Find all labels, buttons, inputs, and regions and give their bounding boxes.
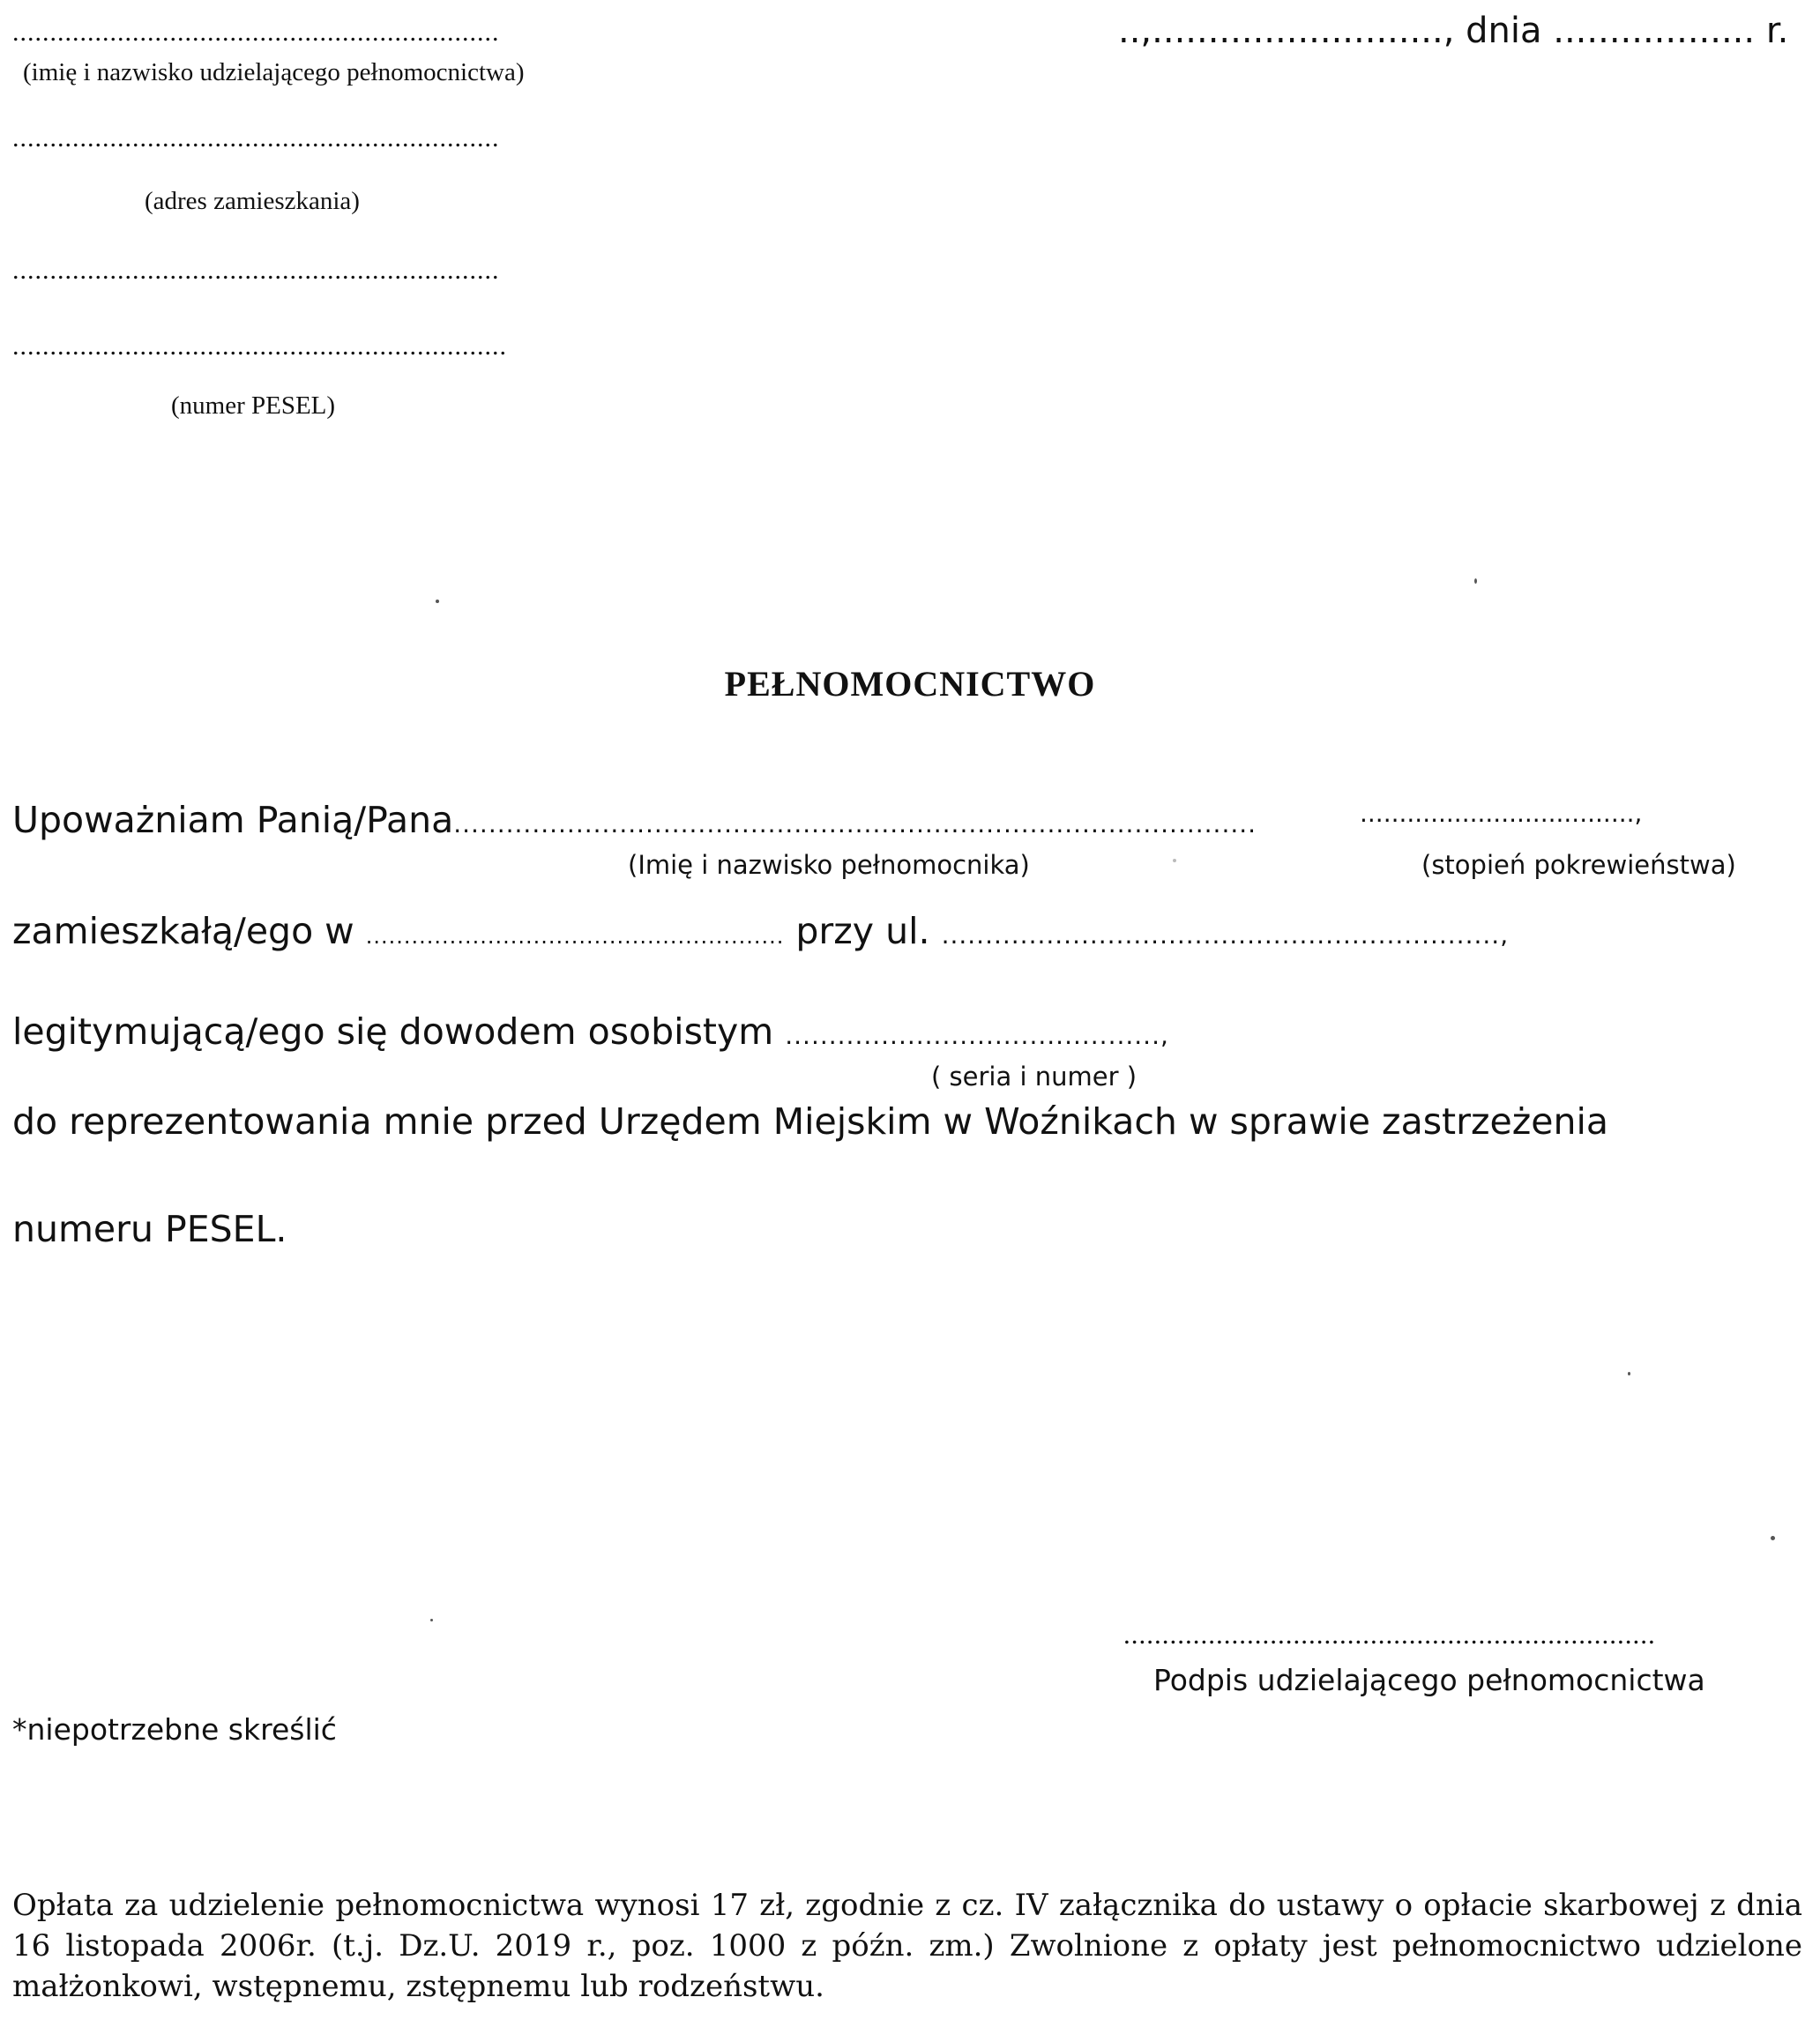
authorize-text: Upoważniam Panią/Pana [12, 799, 454, 841]
grantor-address-field-1[interactable]: ................................................................. [12, 123, 500, 153]
authorization-line [12, 799, 1257, 841]
grantor-pesel-caption: (numer PESEL) [171, 391, 336, 420]
residence-text: zamieszkałą/ego w [12, 910, 354, 952]
place-date-field[interactable]: ..,.........................., dnia .................. r. [1118, 11, 1789, 51]
scan-speck [1474, 578, 1477, 584]
id-document-text: legitymującą/ego się dowodem osobistym [12, 1010, 774, 1053]
scan-speck [1771, 1536, 1775, 1540]
relation-field[interactable]: ..................................., [1360, 799, 1643, 828]
signature-caption: Podpis udzielającego pełnomocnictwa [1153, 1663, 1705, 1697]
relation-caption: (stopień pokrewieństwa) [1421, 850, 1736, 880]
grantor-name-caption: (imię i nazwisko udzielającego pełnomocnictwa) [23, 58, 525, 86]
scan-speck [1173, 859, 1176, 862]
footnote: *niepotrzebne skreślić [12, 1712, 337, 1747]
proxy-name-field[interactable]: ............................................................................................ [453, 809, 1257, 838]
street-field[interactable]: ................................................................, [941, 920, 1510, 950]
scan-speck [1628, 1372, 1630, 1375]
pesel-line: numeru PESEL. [12, 1208, 287, 1250]
residence-city-field[interactable]: ....................................................... [365, 924, 785, 949]
grantor-address-field-2[interactable]: ................................................................. [12, 256, 500, 285]
grantor-name-field[interactable]: ................................................................. [12, 18, 500, 47]
scan-speck [436, 600, 439, 603]
signature-field[interactable]: ..................................................................... [1123, 1619, 1656, 1650]
document-title: PEŁNOMOCNICTWO [724, 664, 1096, 704]
residence-line [12, 910, 1509, 952]
id-number-caption: ( seria i numer ) [931, 1062, 1138, 1092]
proxy-name-caption: (Imię i nazwisko pełnomocnika) [628, 850, 1030, 880]
grantor-address-caption: (adres zamieszkania) [145, 187, 360, 215]
id-document-line [12, 1010, 1169, 1053]
grantor-pesel-field[interactable]: .................................................................. [12, 332, 507, 361]
scan-speck [430, 1619, 433, 1621]
fee-paragraph: Opłata za udzielenie pełnomocnictwa wynosi 17 zł, zgodnie z cz. IV załącznika do ustawy o opłacie skarbowej z dnia 16 listopada 2006r. (t.j. Dz.U. 2019 r., poz. 1000 z późn. zm.) Zwolnione z opłaty jest pełnomocnictwo udzielone małżonkowi, wstępnemu, zstępnemu lub rodzeństwu. [12, 1888, 1802, 2004]
id-number-field[interactable]: ..........................................., [785, 1021, 1169, 1050]
street-text: przy ul. [795, 910, 930, 952]
representation-line: do reprezentowania mnie przed Urzędem Miejskim w Woźnikach w sprawie zastrzeżenia [12, 1100, 1608, 1143]
